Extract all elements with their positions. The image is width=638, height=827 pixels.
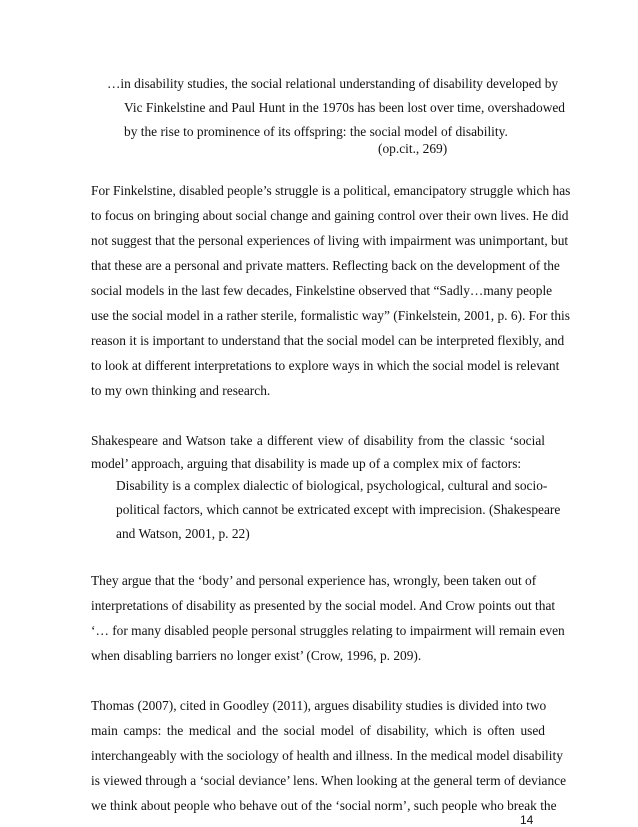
paragraph-line: to look at different interpretations to explore ways in which the social model is relevant bbox=[91, 358, 560, 373]
paragraph-line: For Finkelstine, disabled people’s struggle is a political, emancipatory struggle which has bbox=[91, 183, 571, 198]
paragraph-line: They argue that the ‘body’ and personal experience has, wrongly, been taken out of bbox=[91, 573, 537, 588]
paragraph-line: interpretations of disability as presented by the social model. And Crow points out that bbox=[91, 598, 556, 613]
quote-line: and Watson, 2001, p. 22) bbox=[116, 526, 250, 541]
paragraph-line: that these are a personal and private matters. Reflecting back on the development of the bbox=[91, 258, 560, 273]
paragraph-line: model’ approach, arguing that disability is made up of a complex mix of factors: bbox=[91, 456, 522, 471]
paragraph-line: social models in the last few decades, Finkelstine observed that “Sadly…many people bbox=[91, 283, 553, 298]
quote-line: Vic Finkelstine and Paul Hunt in the 1970s has been lost over time, overshadowed bbox=[124, 100, 566, 115]
paragraph-line: Thomas (2007), cited in Goodley (2011), argues disability studies is divided into two bbox=[91, 698, 547, 713]
paragraph-line: we think about people who behave out of the ‘social norm’, such people who break the bbox=[91, 798, 557, 813]
paragraph-line: when disabling barriers no longer exist’ (Crow, 1996, p. 209). bbox=[91, 648, 422, 663]
paragraph-line: is viewed through a ‘social deviance’ lens. When looking at the general term of deviance bbox=[91, 773, 567, 788]
quote-line: Disability is a complex dialectic of biological, psychological, cultural and socio- bbox=[116, 478, 548, 493]
page-number: 14 bbox=[520, 813, 534, 827]
quote-line: by the rise to prominence of its offspring: the social model of disability. bbox=[124, 124, 508, 139]
paragraph-line: not suggest that the personal experiences of living with impairment was unimportant, but bbox=[91, 233, 569, 248]
quote-line: political factors, which cannot be extricated except with imprecision. (Shakespeare bbox=[116, 502, 561, 517]
paragraph-line: to focus on bringing about social change and gaining control over their own lives. He did bbox=[91, 208, 569, 223]
paragraph-line: use the social model in a rather sterile, formalistic way” (Finkelstein, 2001, p. 6). For this bbox=[91, 308, 570, 323]
paragraph-line: main camps: the medical and the social model of disability, which is often used bbox=[91, 723, 545, 738]
paragraph-line: Shakespeare and Watson take a different view of disability from the classic ‘social bbox=[91, 433, 545, 448]
paragraph-line: reason it is important to understand that the social model can be interpreted flexibly, and bbox=[91, 333, 565, 348]
quote-citation: (op.cit., 269) bbox=[378, 141, 448, 156]
paragraph-line: interchangeably with the sociology of health and illness. In the medical model disability bbox=[91, 748, 563, 763]
paragraph-line: to my own thinking and research. bbox=[91, 383, 271, 398]
quote-line: …in disability studies, the social relational understanding of disability developed by bbox=[107, 76, 559, 91]
paragraph-line: ‘… for many disabled people personal struggles relating to impairment will remain even bbox=[91, 623, 565, 638]
